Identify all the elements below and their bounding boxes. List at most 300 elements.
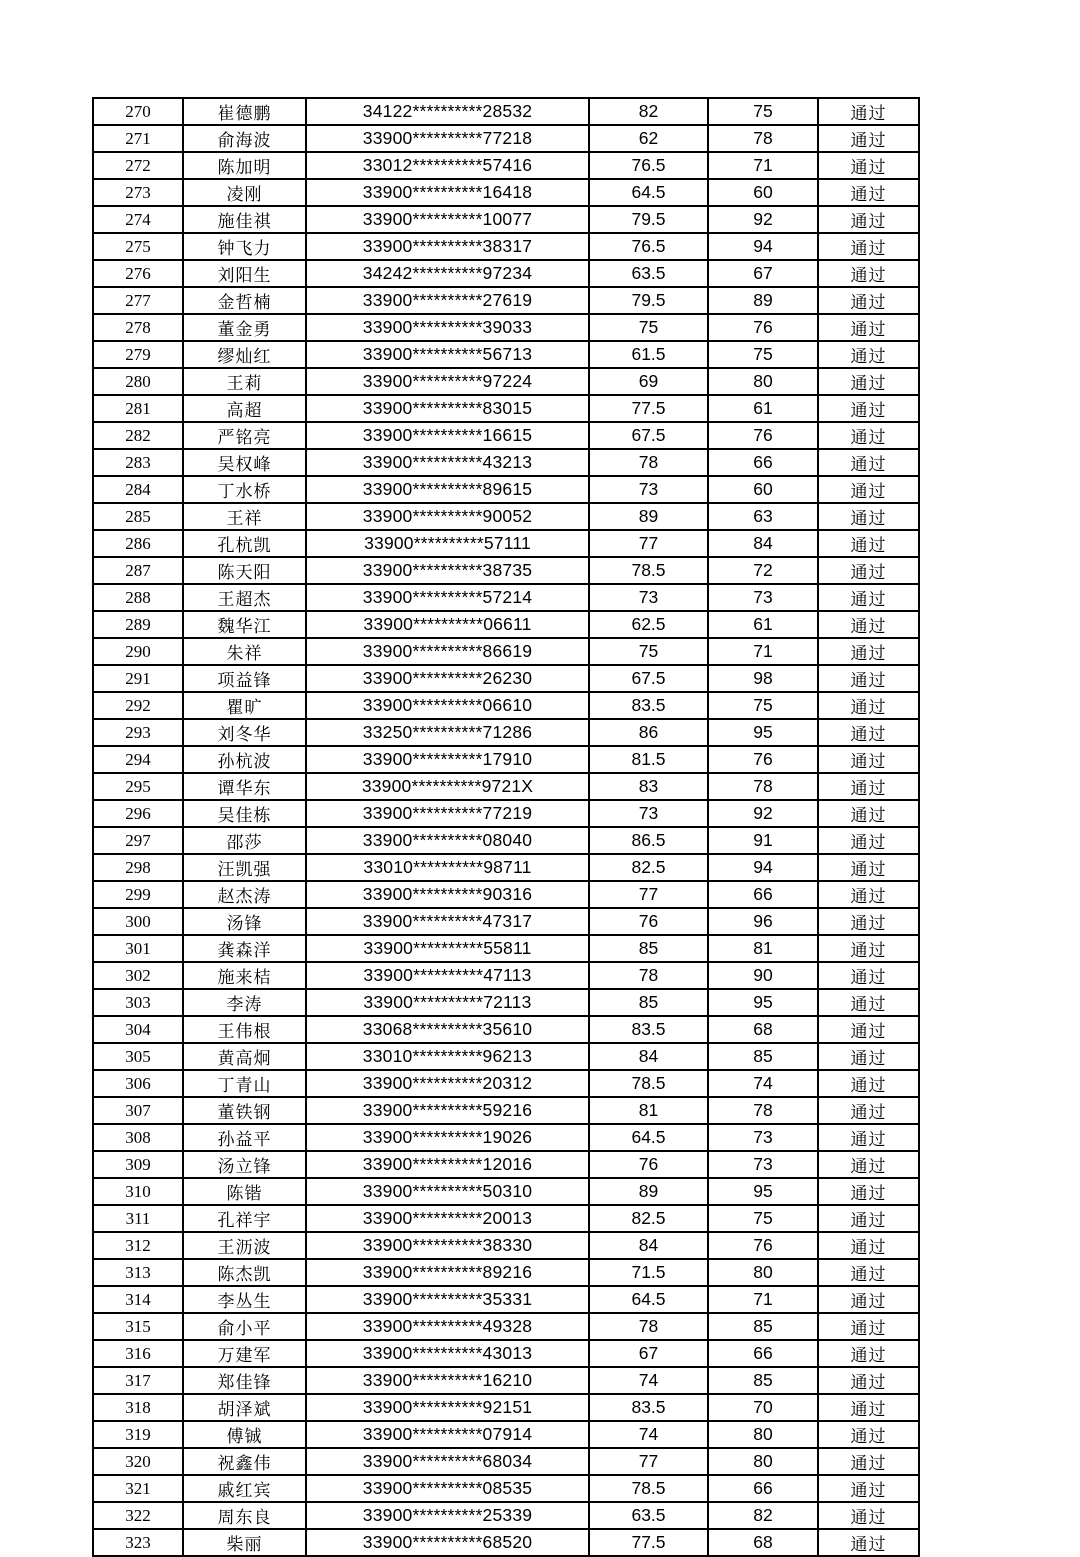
candidate-name-cell: 吴佳栋 (183, 800, 306, 827)
score-1-cell: 82.5 (589, 854, 708, 881)
candidate-name-cell: 朱祥 (183, 638, 306, 665)
masked-id-cell: 33900**********16418 (306, 179, 589, 206)
masked-id-cell: 33900**********90052 (306, 503, 589, 530)
score-2-cell: 81 (708, 935, 818, 962)
row-number-cell: 319 (93, 1421, 183, 1448)
masked-id-cell: 34242**********97234 (306, 260, 589, 287)
score-1-cell: 83.5 (589, 1016, 708, 1043)
masked-id-cell: 33900**********90316 (306, 881, 589, 908)
table-row (93, 1286, 919, 1313)
candidate-name-cell: 瞿旷 (183, 692, 306, 719)
score-1-cell: 69 (589, 368, 708, 395)
candidate-name-cell: 谭华东 (183, 773, 306, 800)
score-2-cell: 92 (708, 206, 818, 233)
candidate-name-cell: 丁水桥 (183, 476, 306, 503)
score-2-cell: 68 (708, 1016, 818, 1043)
row-number-cell: 306 (93, 1070, 183, 1097)
status-cell: 通过 (818, 1070, 919, 1097)
score-2-cell: 60 (708, 476, 818, 503)
score-1-cell: 78 (589, 1313, 708, 1340)
table-row (93, 638, 919, 665)
row-number-cell: 281 (93, 395, 183, 422)
table-row (93, 1070, 919, 1097)
masked-id-cell: 33900**********72113 (306, 989, 589, 1016)
status-cell: 通过 (818, 98, 919, 125)
table-row (93, 1367, 919, 1394)
masked-id-cell: 33900**********56713 (306, 341, 589, 368)
row-number-cell: 313 (93, 1259, 183, 1286)
row-number-cell: 293 (93, 719, 183, 746)
row-number-cell: 296 (93, 800, 183, 827)
status-cell: 通过 (818, 1016, 919, 1043)
table-row (93, 611, 919, 638)
score-1-cell: 67.5 (589, 422, 708, 449)
score-1-cell: 82 (589, 98, 708, 125)
masked-id-cell: 33900**********35331 (306, 1286, 589, 1313)
row-number-cell: 278 (93, 314, 183, 341)
score-2-cell: 61 (708, 611, 818, 638)
row-number-cell: 318 (93, 1394, 183, 1421)
row-number-cell: 298 (93, 854, 183, 881)
candidate-name-cell: 魏华江 (183, 611, 306, 638)
status-cell: 通过 (818, 1232, 919, 1259)
row-number-cell: 297 (93, 827, 183, 854)
candidate-name-cell: 缪灿红 (183, 341, 306, 368)
row-number-cell: 282 (93, 422, 183, 449)
status-cell: 通过 (818, 827, 919, 854)
candidate-name-cell: 项益锋 (183, 665, 306, 692)
table-row (93, 1448, 919, 1475)
table-row (93, 746, 919, 773)
masked-id-cell: 33900**********08535 (306, 1475, 589, 1502)
table-row (93, 1340, 919, 1367)
status-cell: 通过 (818, 260, 919, 287)
score-2-cell: 94 (708, 854, 818, 881)
status-cell: 通过 (818, 800, 919, 827)
masked-id-cell: 33900**********55811 (306, 935, 589, 962)
score-2-cell: 75 (708, 692, 818, 719)
score-1-cell: 63.5 (589, 260, 708, 287)
score-2-cell: 63 (708, 503, 818, 530)
score-2-cell: 80 (708, 1259, 818, 1286)
candidate-name-cell: 赵杰涛 (183, 881, 306, 908)
candidate-name-cell: 刘阳生 (183, 260, 306, 287)
score-2-cell: 78 (708, 1097, 818, 1124)
table-row (93, 395, 919, 422)
candidate-name-cell: 黄高炯 (183, 1043, 306, 1070)
table-row (93, 935, 919, 962)
masked-id-cell: 33012**********57416 (306, 152, 589, 179)
masked-id-cell: 33900**********25339 (306, 1502, 589, 1529)
masked-id-cell: 33900**********77218 (306, 125, 589, 152)
status-cell: 通过 (818, 368, 919, 395)
table-row (93, 800, 919, 827)
status-cell: 通过 (818, 1448, 919, 1475)
row-number-cell: 277 (93, 287, 183, 314)
score-1-cell: 76 (589, 1151, 708, 1178)
status-cell: 通过 (818, 854, 919, 881)
score-1-cell: 84 (589, 1232, 708, 1259)
row-number-cell: 270 (93, 98, 183, 125)
candidate-name-cell: 孔杭凯 (183, 530, 306, 557)
table-row (93, 1205, 919, 1232)
score-2-cell: 76 (708, 314, 818, 341)
table-row (93, 98, 919, 125)
candidate-name-cell: 李丛生 (183, 1286, 306, 1313)
status-cell: 通过 (818, 233, 919, 260)
row-number-cell: 301 (93, 935, 183, 962)
masked-id-cell: 33900**********50310 (306, 1178, 589, 1205)
masked-id-cell: 33900**********47317 (306, 908, 589, 935)
row-number-cell: 302 (93, 962, 183, 989)
score-1-cell: 89 (589, 503, 708, 530)
status-cell: 通过 (818, 584, 919, 611)
row-number-cell: 285 (93, 503, 183, 530)
score-2-cell: 85 (708, 1043, 818, 1070)
masked-id-cell: 33900**********9721X (306, 773, 589, 800)
candidate-name-cell: 凌刚 (183, 179, 306, 206)
candidate-name-cell: 汪凯强 (183, 854, 306, 881)
table-row (93, 1178, 919, 1205)
row-number-cell: 295 (93, 773, 183, 800)
candidate-name-cell: 董铁钢 (183, 1097, 306, 1124)
score-1-cell: 73 (589, 800, 708, 827)
score-1-cell: 81 (589, 1097, 708, 1124)
masked-id-cell: 33900**********27619 (306, 287, 589, 314)
candidate-name-cell: 严铭亮 (183, 422, 306, 449)
score-2-cell: 80 (708, 368, 818, 395)
table-row (93, 1313, 919, 1340)
candidate-name-cell: 郑佳锋 (183, 1367, 306, 1394)
status-cell: 通过 (818, 179, 919, 206)
score-1-cell: 78 (589, 449, 708, 476)
table-row (93, 125, 919, 152)
candidate-name-cell: 崔德鹏 (183, 98, 306, 125)
candidate-name-cell: 龚森洋 (183, 935, 306, 962)
row-number-cell: 320 (93, 1448, 183, 1475)
status-cell: 通过 (818, 125, 919, 152)
score-1-cell: 73 (589, 476, 708, 503)
masked-id-cell: 33900**********17910 (306, 746, 589, 773)
score-1-cell: 61.5 (589, 341, 708, 368)
table-row (93, 881, 919, 908)
status-cell: 通过 (818, 1043, 919, 1070)
score-2-cell: 66 (708, 1475, 818, 1502)
score-1-cell: 77 (589, 530, 708, 557)
score-1-cell: 71.5 (589, 1259, 708, 1286)
status-cell: 通过 (818, 422, 919, 449)
score-2-cell: 76 (708, 746, 818, 773)
score-1-cell: 77 (589, 1448, 708, 1475)
score-1-cell: 67 (589, 1340, 708, 1367)
score-1-cell: 73 (589, 584, 708, 611)
masked-id-cell: 33900**********57214 (306, 584, 589, 611)
table-row (93, 1529, 919, 1556)
score-1-cell: 77.5 (589, 1529, 708, 1556)
row-number-cell: 286 (93, 530, 183, 557)
status-cell: 通过 (818, 881, 919, 908)
row-number-cell: 283 (93, 449, 183, 476)
score-2-cell: 80 (708, 1421, 818, 1448)
candidate-name-cell: 刘冬华 (183, 719, 306, 746)
candidate-name-cell: 王祥 (183, 503, 306, 530)
table-row (93, 773, 919, 800)
masked-id-cell: 33900**********10077 (306, 206, 589, 233)
candidate-name-cell: 孙益平 (183, 1124, 306, 1151)
score-2-cell: 91 (708, 827, 818, 854)
candidate-name-cell: 王伟根 (183, 1016, 306, 1043)
score-1-cell: 86.5 (589, 827, 708, 854)
candidate-name-cell: 邵莎 (183, 827, 306, 854)
candidate-name-cell: 董金勇 (183, 314, 306, 341)
masked-id-cell: 33900**********97224 (306, 368, 589, 395)
candidate-name-cell: 戚红宾 (183, 1475, 306, 1502)
masked-id-cell: 33900**********08040 (306, 827, 589, 854)
score-2-cell: 98 (708, 665, 818, 692)
table-row (93, 314, 919, 341)
row-number-cell: 312 (93, 1232, 183, 1259)
row-number-cell: 274 (93, 206, 183, 233)
score-2-cell: 66 (708, 1340, 818, 1367)
score-2-cell: 73 (708, 584, 818, 611)
score-1-cell: 62.5 (589, 611, 708, 638)
candidate-name-cell: 王沥波 (183, 1232, 306, 1259)
table-row (93, 368, 919, 395)
status-cell: 通过 (818, 1340, 919, 1367)
table-row (93, 1502, 919, 1529)
table-row (93, 854, 919, 881)
score-1-cell: 77.5 (589, 395, 708, 422)
status-cell: 通过 (818, 287, 919, 314)
status-cell: 通过 (818, 449, 919, 476)
score-2-cell: 76 (708, 422, 818, 449)
status-cell: 通过 (818, 719, 919, 746)
table-row (93, 1043, 919, 1070)
masked-id-cell: 33900**********38735 (306, 557, 589, 584)
status-cell: 通过 (818, 557, 919, 584)
score-1-cell: 77 (589, 881, 708, 908)
score-2-cell: 72 (708, 557, 818, 584)
table-row (93, 530, 919, 557)
table-row (93, 1151, 919, 1178)
status-cell: 通过 (818, 1097, 919, 1124)
table-row (93, 719, 919, 746)
masked-id-cell: 33900**********68034 (306, 1448, 589, 1475)
row-number-cell: 288 (93, 584, 183, 611)
candidate-name-cell: 金哲楠 (183, 287, 306, 314)
score-1-cell: 86 (589, 719, 708, 746)
score-2-cell: 71 (708, 1286, 818, 1313)
masked-id-cell: 33900**********16210 (306, 1367, 589, 1394)
table-row (93, 476, 919, 503)
masked-id-cell: 33900**********38317 (306, 233, 589, 260)
masked-id-cell: 33900**********43213 (306, 449, 589, 476)
masked-id-cell: 33900**********59216 (306, 1097, 589, 1124)
status-cell: 通过 (818, 1205, 919, 1232)
row-number-cell: 309 (93, 1151, 183, 1178)
table-row (93, 260, 919, 287)
table-row (93, 989, 919, 1016)
score-1-cell: 85 (589, 935, 708, 962)
status-cell: 通过 (818, 935, 919, 962)
status-cell: 通过 (818, 773, 919, 800)
score-1-cell: 89 (589, 1178, 708, 1205)
score-2-cell: 95 (708, 719, 818, 746)
table-row (93, 584, 919, 611)
score-1-cell: 78.5 (589, 1070, 708, 1097)
table-row (93, 962, 919, 989)
candidate-name-cell: 胡泽斌 (183, 1394, 306, 1421)
candidate-name-cell: 陈杰凯 (183, 1259, 306, 1286)
row-number-cell: 316 (93, 1340, 183, 1367)
score-2-cell: 78 (708, 125, 818, 152)
status-cell: 通过 (818, 1151, 919, 1178)
score-1-cell: 79.5 (589, 287, 708, 314)
masked-id-cell: 33900**********92151 (306, 1394, 589, 1421)
table-row (93, 1097, 919, 1124)
masked-id-cell: 33900**********89216 (306, 1259, 589, 1286)
score-2-cell: 73 (708, 1151, 818, 1178)
masked-id-cell: 33900**********20013 (306, 1205, 589, 1232)
score-2-cell: 75 (708, 98, 818, 125)
candidate-name-cell: 祝鑫伟 (183, 1448, 306, 1475)
masked-id-cell: 33900**********86619 (306, 638, 589, 665)
score-2-cell: 84 (708, 530, 818, 557)
row-number-cell: 291 (93, 665, 183, 692)
masked-id-cell: 33250**********71286 (306, 719, 589, 746)
status-cell: 通过 (818, 962, 919, 989)
score-1-cell: 64.5 (589, 1286, 708, 1313)
masked-id-cell: 34122**********28532 (306, 98, 589, 125)
score-2-cell: 95 (708, 1178, 818, 1205)
candidate-name-cell: 钟飞力 (183, 233, 306, 260)
table-row (93, 1475, 919, 1502)
row-number-cell: 300 (93, 908, 183, 935)
score-2-cell: 94 (708, 233, 818, 260)
score-2-cell: 92 (708, 800, 818, 827)
table-row (93, 827, 919, 854)
candidate-name-cell: 陈加明 (183, 152, 306, 179)
masked-id-cell: 33900**********06611 (306, 611, 589, 638)
table-row (93, 557, 919, 584)
status-cell: 通过 (818, 1529, 919, 1556)
score-2-cell: 96 (708, 908, 818, 935)
score-2-cell: 71 (708, 638, 818, 665)
table-row (93, 1016, 919, 1043)
row-number-cell: 321 (93, 1475, 183, 1502)
score-1-cell: 78.5 (589, 1475, 708, 1502)
masked-id-cell: 33900**********57111 (306, 530, 589, 557)
candidate-name-cell: 吴权峰 (183, 449, 306, 476)
score-1-cell: 83 (589, 773, 708, 800)
status-cell: 通过 (818, 746, 919, 773)
status-cell: 通过 (818, 1421, 919, 1448)
score-2-cell: 90 (708, 962, 818, 989)
candidate-name-cell: 丁青山 (183, 1070, 306, 1097)
score-2-cell: 66 (708, 449, 818, 476)
status-cell: 通过 (818, 1367, 919, 1394)
score-2-cell: 66 (708, 881, 818, 908)
table-row (93, 233, 919, 260)
row-number-cell: 314 (93, 1286, 183, 1313)
row-number-cell: 279 (93, 341, 183, 368)
candidate-name-cell: 俞海波 (183, 125, 306, 152)
row-number-cell: 307 (93, 1097, 183, 1124)
status-cell: 通过 (818, 1313, 919, 1340)
masked-id-cell: 33068**********35610 (306, 1016, 589, 1043)
row-number-cell: 284 (93, 476, 183, 503)
score-1-cell: 76 (589, 908, 708, 935)
masked-id-cell: 33900**********19026 (306, 1124, 589, 1151)
score-2-cell: 75 (708, 1205, 818, 1232)
masked-id-cell: 33900**********07914 (306, 1421, 589, 1448)
table-row (93, 449, 919, 476)
score-1-cell: 85 (589, 989, 708, 1016)
candidate-name-cell: 万建军 (183, 1340, 306, 1367)
masked-id-cell: 33900**********49328 (306, 1313, 589, 1340)
masked-id-cell: 33900**********06610 (306, 692, 589, 719)
table-row (93, 665, 919, 692)
status-cell: 通过 (818, 908, 919, 935)
row-number-cell: 287 (93, 557, 183, 584)
table-row (93, 503, 919, 530)
candidate-name-cell: 傅铖 (183, 1421, 306, 1448)
table-row (93, 1394, 919, 1421)
candidate-name-cell: 汤锋 (183, 908, 306, 935)
score-1-cell: 76.5 (589, 152, 708, 179)
results-table (92, 97, 920, 1557)
table-row (93, 908, 919, 935)
row-number-cell: 273 (93, 179, 183, 206)
row-number-cell: 299 (93, 881, 183, 908)
score-1-cell: 81.5 (589, 746, 708, 773)
row-number-cell: 308 (93, 1124, 183, 1151)
table-row (93, 287, 919, 314)
score-2-cell: 75 (708, 341, 818, 368)
masked-id-cell: 33900**********26230 (306, 665, 589, 692)
status-cell: 通过 (818, 692, 919, 719)
score-2-cell: 67 (708, 260, 818, 287)
score-1-cell: 78.5 (589, 557, 708, 584)
candidate-name-cell: 陈天阳 (183, 557, 306, 584)
status-cell: 通过 (818, 1178, 919, 1205)
score-1-cell: 75 (589, 638, 708, 665)
candidate-name-cell: 施佳祺 (183, 206, 306, 233)
score-2-cell: 89 (708, 287, 818, 314)
row-number-cell: 272 (93, 152, 183, 179)
candidate-name-cell: 孙杭波 (183, 746, 306, 773)
score-2-cell: 70 (708, 1394, 818, 1421)
status-cell: 通过 (818, 989, 919, 1016)
masked-id-cell: 33900**********39033 (306, 314, 589, 341)
results-table-body (93, 98, 919, 1556)
masked-id-cell: 33900**********89615 (306, 476, 589, 503)
masked-id-cell: 33900**********16615 (306, 422, 589, 449)
score-2-cell: 61 (708, 395, 818, 422)
score-2-cell: 82 (708, 1502, 818, 1529)
score-1-cell: 83.5 (589, 1394, 708, 1421)
score-1-cell: 74 (589, 1367, 708, 1394)
masked-id-cell: 33010**********98711 (306, 854, 589, 881)
score-1-cell: 74 (589, 1421, 708, 1448)
score-2-cell: 74 (708, 1070, 818, 1097)
masked-id-cell: 33900**********20312 (306, 1070, 589, 1097)
table-row (93, 1421, 919, 1448)
masked-id-cell: 33900**********12016 (306, 1151, 589, 1178)
status-cell: 通过 (818, 530, 919, 557)
table-row (93, 179, 919, 206)
row-number-cell: 317 (93, 1367, 183, 1394)
